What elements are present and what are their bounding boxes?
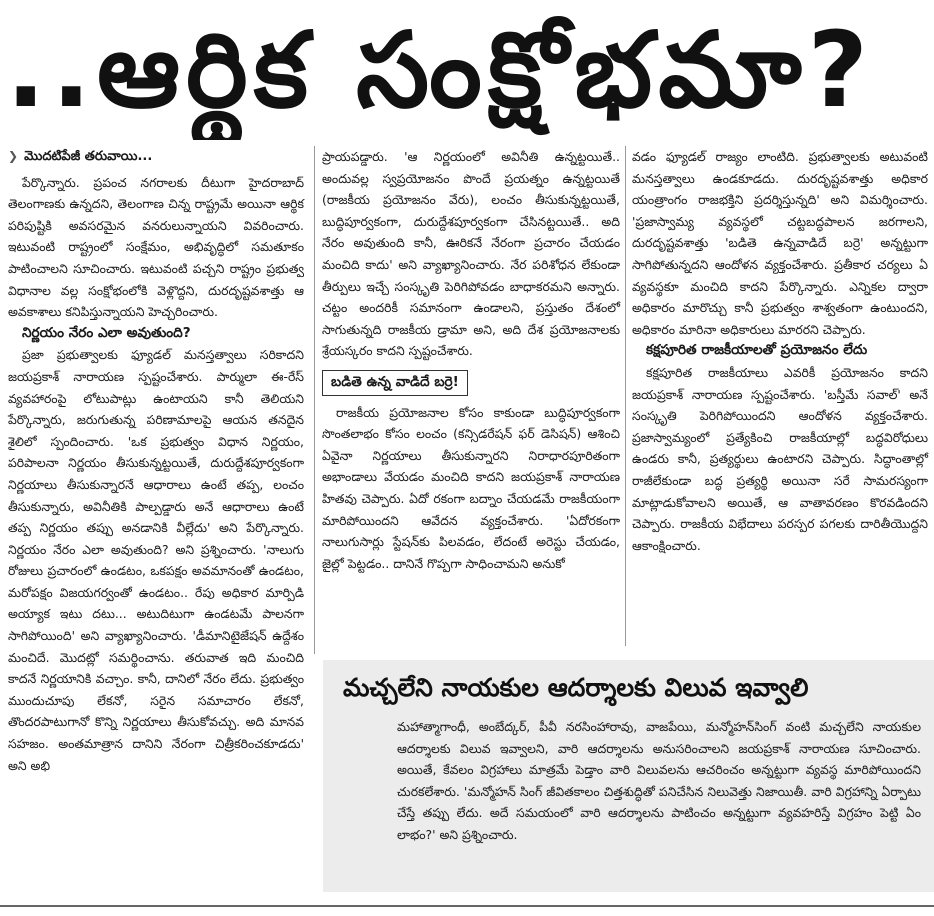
callout-title: మచ్చలేని నాయకుల ఆదర్శాలకు విలువ ఇవ్వాలి	[343, 673, 809, 702]
paragraph: కక్షపూరిత రాజకీయాలు ఎవరికీ ప్రయోజనం కాదని జయప్రకాశ్ నారాయణ స్పష్టంచేశారు. 'బస్తీమే సవాల్' అనే సంస్కృతి పెరిగిపోయిందని ఆందోళన వ్యక్తంచేశారు. ప్రజాస్వామ్యంలో ప్రత్యేకించి రాజకీయాల్లో బద్ధవిరోధులు ఉండరు కానీ, ప్రత్యర్థులు ఉంటారని చెప్పారు. సిద్ధాంతాల్లో రాజీలేకుండా బద్ధ ప్రత్యర్థి అయినా సరే సామరస్యంగా మాట్లాడుకోవాలని అయితే, ఆ వాతావరణం కొరవడిందని చెప్పారు. రాజకీయ విభేదాలు పరస్పర పగలకు దారితీయొద్దని ఆకాంక్షించారు.	[632, 364, 928, 553]
continued-text: మొదటిపేజీ తరువాయి...	[24, 149, 153, 164]
chevron-right-icon: ❯	[8, 149, 19, 163]
paragraph: వడం ఫ్యూడల్ రాజ్యం లాంటిది. ప్రభుత్వాలకు అటువంటి మనస్తత్వాలు ఉండకూడదు. దురదృష్టవశాత్తు అధికార యంత్రాంగం రాజభక్తిని ప్రదర్శిస్తున్నది' అని విమర్శించారు. 'ప్రజాస్వామ్య వ్యవస్థలో చట్టబద్ధపాలన జరగాలని, దురదృష్టవశాత్తు 'బడితె ఉన్నవాడిదే బర్రె' అన్నట్టుగా సాగిపోతున్నదని ఆందోళన వ్యక్తంచేశారు. ప్రతీకార చర్యలు ఏ వ్యవస్థకూ మంచిది కాదని పేర్కొన్నారు. ఎన్నికల ద్వారా అధికారం మారొచ్చు కానీ ప్రభుత్వం శాశ్వతంగా ఉంటుందని, అధికారం మారినా అధికారులు మారరని చెప్పారు.	[632, 149, 928, 337]
paragraph: మహాత్మాగాంధీ, అంబేద్కర్, పీవీ నరసింహారావు, వాజపేయి, మన్మోహన్‌సింగ్ వంటి మచ్చలేని నాయకుల ఆదర్శాలకు విలువ ఇవ్వాలని, వారి ఆదర్శాలను అనుసరించాలని జయప్రకాశ్ నారాయణ సూచించారు. అయితే, కేవలం విగ్రహాలు మాత్రమే పెడ్తాం వారి విలువలను ఆచరించం అన్నట్టుగా వ్యవస్థ మారిపోయిందని చురకలేశారు. 'మన్మోహన్ సింగ్ జీవితకాలం చిత్తశుద్ధితో పనిచేసిన నిలువెత్తు నిజాయితీ. వారి విగ్రహాన్ని ఏర్పాటు చేస్తే తప్పు లేదు. అదే సమయంలో వారి ఆదర్శాలను పాటించం అన్నట్టుగా వ్యవహరిస్తే విగ్రహం పెట్టి ఏం లాభం?' అని ప్రశ్నించారు.	[397, 719, 921, 842]
article-column-3	[632, 146, 928, 556]
paragraph: ప్రాయపడ్డారు. 'ఆ నిర్ణయంలో అవినీతి ఉన్నట్టయితే.. అందువల్ల స్వప్రయోజనం పొందే ప్రయత్నం ఉన్నట్టయితే (రాజకీయ ప్రయోజనం వేరు), లంచం తీసుకున్నట్టయితే, బుద్ధిపూర్వకంగా, దురుద్దేశపూర్వకంగా చేసినట్టయితే.. అది నేరం అవుతుంది కానీ, ఊరికనే నేరంగా ప్రచారం చేయడం మంచిది కాదు' అని వ్యాఖ్యానించారు. నేర పరిశోధన లేకుండా తీర్పులు ఇచ్చే సంస్కృతి పెరిగిపోవడం బాధాకరమని అన్నారు. చట్టం అందరికీ సమానంగా ఉండాలని, ప్రస్తుతం దేశంలో సాగుతున్నది రాజకీయ డ్రామా అని, అది దేశ ప్రయోజనాలకు శ్రేయస్కరం కాదని స్పష్టంచేశారు.	[322, 149, 620, 359]
section-subheading: నిర్ణయం నేరం ఎలా అవుతుంది?	[22, 324, 191, 341]
column-divider	[625, 146, 626, 646]
headline: ..ఆర్థిక సంక్షోభమా?	[6, 9, 874, 131]
article-column-1	[8, 146, 304, 776]
boxed-subheading: బడితె ఉన్న వాడిదే బర్రె!	[322, 370, 468, 396]
callout-body	[397, 716, 921, 846]
bottom-rule	[0, 905, 934, 907]
paragraph: పేర్కొన్నారు. ప్రపంచ నగరాలకు దీటుగా హైదరాబాద్ తెలంగాణకు ఉన్నదని, తెలంగాణ చిన్న రాష్ట్రమే అయినా ఆర్థిక పరిపుష్టికి అవసరమైన వనరులున్నాయని వివరించారు. ఇటువంటి రాష్ట్రంలో సంక్షేమం, అభివృద్ధిలో సమతూకం పాటించాలని సూచించారు. ఇటువంటి పచ్చని రాష్ట్రం ప్రభుత్వ విధానాల వల్ల సంక్షోభంలోకి వెళ్లొద్దని, దురదృష్టవశాత్తు ఆ అవకాశాలు కనిపిస్తున్నాయని హెచ్చరించారు.	[8, 174, 304, 320]
section-subheading: కక్షపూరిత రాజకీయాలతో ప్రయోజనం లేదు	[646, 342, 868, 359]
paragraph: రాజకీయ ప్రయోజనాల కోసం కాకుండా బుద్ధిపూర్వకంగా సొంతలాభం కోసం లంచం (కన్సిడరేషన్ ఫర్ డెసిషన్) ఆశించి ఏవైనా నిర్ణయాలు తీసుకున్నారని నిరాధారపూరితంగా అభాండాలు వేయడం మంచిది కాదని జయప్రకాశ్ నారాయణ హితవు చెప్పారు. ఏదో రకంగా బద్నాం చేయడమే రాజకీయంగా మారిపోయిందని ఆవేదన వ్యక్తంచేశారు. 'ఏదోరకంగా నాలుగుసార్లు స్టేషన్‌కు పిలవడం, లేదంటే అరెస్టు చేయడం, జైల్లో పెట్టడం.. దానినే గొప్పగా సాధించామని అనుకో	[322, 404, 620, 571]
callout-box	[323, 660, 934, 892]
paragraph: ప్రజా ప్రభుత్వాలకు ఫ్యూడల్ మనస్తత్వాలు సరికాదని జయప్రకాశ్ నారాయణ స్పష్టంచేశారు. పార్ములా ఈ-రేస్ వ్యవహారంపై లోటుపాట్లు ఉంటాయని కానీ తెలియని పేర్కొన్నారు, జరుగుతున్న పరిణామాలపై ఆయన తనదైన శైలిలో స్పందించారు. 'ఒక ప్రభుత్వం విధాన నిర్ణయం, పరిపాలనా నిర్ణయం తీసుకున్నట్టయితే, దురుద్దేశపూర్వకంగా నిర్ణయాలు తీసుకున్నారనే ఆధారాలు ఉంటే తప్ప, లంచం తీసుకున్నారు, అవినీతికి పాల్పడ్డారు అనే ఆధారాలు ఉంటే తప్ప నిర్ణయం తప్పు అనడానికి వీల్లేదు' అని పేర్కొన్నారు. నిర్ణయం నేరం ఎలా అవుతుంది? అని ప్రశ్నించారు. 'నాలుగు రోజులు ప్రచారంలో ఉండటం, ఒకపక్షం అవమానంతో ఉండటం, మరోపక్షం విజయగర్వంతో ఉండటం.. రేపు అధికార మార్పిడి అయ్యాక ఇటు దటు... అటుదిటుగా ఉండటమే పాలనగా సాగిపోయింది' అని వ్యాఖ్యానించారు. 'డీమానిటైజేషన్ ఉద్దేశం మంచిదే. మొదట్లో సమర్థించాను. తరువాత ఇది మంచిది కాదనే నిర్ణయానికి వచ్చాం. కానీ, దానిలో నేరం లేదు. ప్రభుత్వం ముందుచూపు లేకనో, సరైన సమాచారం లేకనో, తొందరపాటుగానో కొన్ని నిర్ణయాలు తీసుకోవచ్చు. అది మానవ సహజం. అంతమాత్రాన దానిని నేరంగా చిత్రీకరించకూడదు' అని అభి	[8, 347, 304, 773]
article-column-2	[322, 146, 620, 574]
continued-label	[8, 146, 304, 168]
column-divider	[314, 146, 315, 654]
